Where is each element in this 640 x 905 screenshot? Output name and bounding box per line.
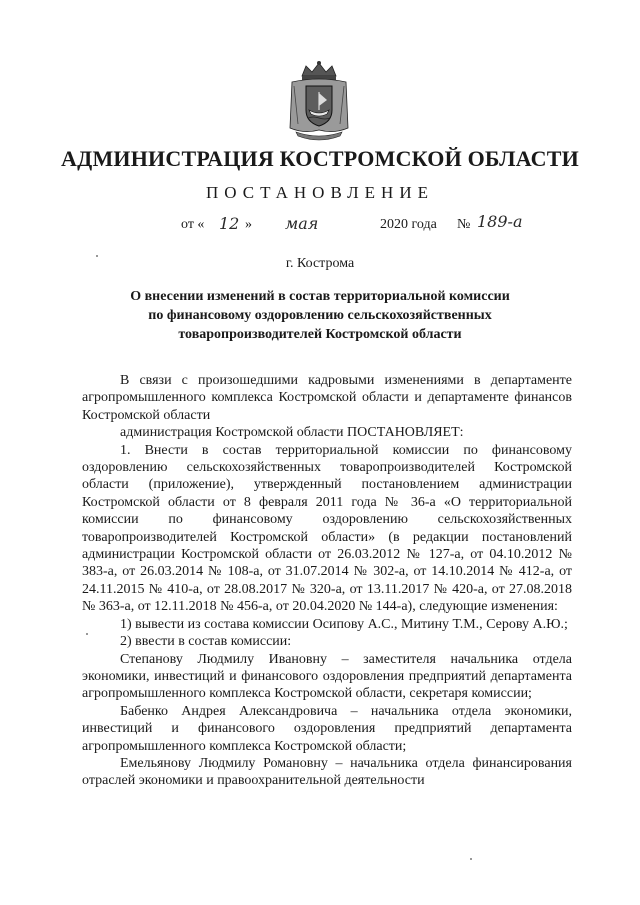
date-month-handwritten: мая xyxy=(285,214,319,233)
document-date-line xyxy=(181,212,581,239)
document-number-handwritten: 189-а xyxy=(477,212,523,231)
subject-line: товаропроизводителей Костромской области xyxy=(178,327,462,342)
body-paragraph: В связи с произошедшими кадровыми изменениями в департаменте агропромышленного комплекса Костромской области и департаменте финансов Костромской области xyxy=(82,373,572,423)
document-type-title: ПОСТАНОВЛЕНИЕ xyxy=(205,183,434,202)
scan-speck xyxy=(470,858,472,860)
body-paragraph: 2) ввести в состав комиссии: xyxy=(120,634,292,650)
body-paragraph: Емельянову Людмилу Романовну – начальника отдела финансирования отраслей экономики и правоохранительной деятельности xyxy=(82,755,572,789)
number-label: № xyxy=(457,217,471,232)
subject-line: по финансовому оздоровлению сельскохозяйственных xyxy=(148,308,492,323)
scan-speck xyxy=(86,633,88,635)
document-subject xyxy=(0,287,640,344)
date-year: 2020 года xyxy=(380,217,437,232)
document-body xyxy=(82,372,572,790)
coat-of-arms-icon xyxy=(288,60,350,142)
date-day-close: » xyxy=(245,217,252,232)
date-day-handwritten: 12 xyxy=(219,214,240,233)
body-paragraph: Степанову Людмилу Ивановну – заместителя начальника отдела экономики, инвестиций и финансового оздоровления предприятий департамента агропромышленного комплекса Костромской области, секретаря комиссии; xyxy=(82,651,572,702)
body-paragraph: 1. Внести в состав территориальной комиссии по финансовому оздоровлению сельскохозяйственных товаропроизводителей Костромской области (приложение), утвержденный постановлением администрации Костромской области от 8 февраля 2011 года № 36-а «О территориальной комиссии по финансовому оздоровлению сельскохозяйственных товаропроизводителей Костромской области» (в редакции постановлений администрации Костромской области от 26.03.2012 № 127-а, от 04.10.2012 № 383-а, от 26.03.2014 № 108-а, от 31.07.2014 № 302-а, от 14.10.2014 № 412-а, от 24.11.2015 № 410-а, от 28.08.2017 № 320-а, от 13.11.2017 № 420-а, от 27.08.2018 № 363-а, от 12.11.2018 № 456-а, от 20.04.2020 № 144-а), следующие изменения: xyxy=(82,442,572,615)
city-name: г. Кострома xyxy=(285,256,355,271)
body-paragraph: Бабенко Андрея Александровича – начальника отдела экономики, инвестиций и финансового оздоровления предприятий департамента агропромышленного комплекса Костромской области; xyxy=(82,703,572,754)
body-paragraph: 1) вывести из состава комиссии Осипову А.С., Митину Т.М., Серову А.Ю.; xyxy=(120,616,568,632)
subject-line: О внесении изменений в состав территориальной комиссии xyxy=(130,289,510,304)
date-from-label: от « xyxy=(181,217,205,232)
organization-title: АДМИНИСТРАЦИЯ КОСТРОМСКОЙ ОБЛАСТИ xyxy=(61,146,579,171)
body-paragraph: администрация Костромской области ПОСТАНОВЛЯЕТ: xyxy=(120,425,464,441)
scan-speck xyxy=(96,255,98,257)
